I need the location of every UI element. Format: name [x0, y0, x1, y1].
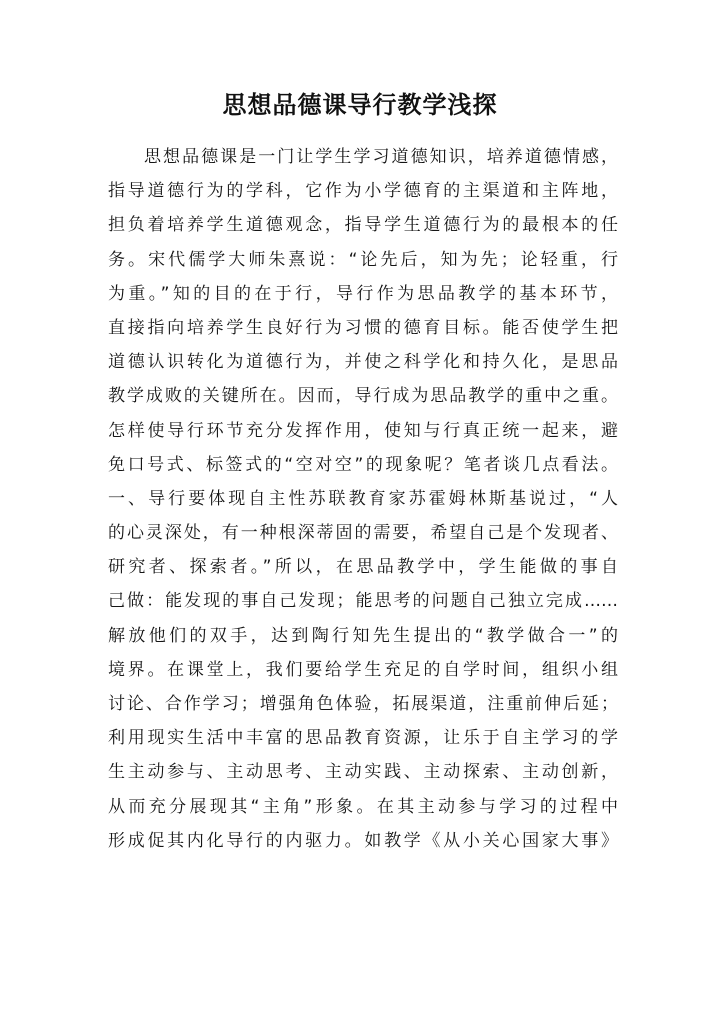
- paragraph-line: 思想品德课是一门让学生学习道德知识，培养道德情感，: [144, 147, 618, 167]
- paragraph-line: 从而充分展现其“主角”形象。在其主动参与学习的过程中: [108, 796, 618, 817]
- paragraph-line: 研究者、探索者。”所以，在思品教学中，学生能做的事自: [108, 557, 618, 578]
- paragraph-line: 教学成败的关键所在。因而，导行成为思品教学的重中之重。: [108, 386, 618, 407]
- paragraph-line: 解放他们的双手，达到陶行知先生提出的“教学做合一”的: [108, 625, 618, 646]
- paragraph-line: 直接指向培养学生良好行为习惯的德育目标。能否使学生把: [108, 317, 618, 338]
- paragraph-line: 务。宋代儒学大师朱熹说：“论先后，知为先；论轻重，行: [108, 249, 618, 270]
- paragraph-line: 指导道德行为的学科，它作为小学德育的主渠道和主阵地，: [108, 181, 618, 202]
- document-body: [108, 140, 618, 858]
- paragraph-line: 道德认识转化为道德行为，并使之科学化和持久化，是思品: [108, 352, 618, 373]
- document-title: 思想品德课导行教学浅探: [222, 90, 498, 119]
- paragraph-line: 免口号式、标签式的“空对空”的现象呢？笔者谈几点看法。: [108, 454, 618, 475]
- paragraph-line: 形成促其内化导行的内驱力。如教学《从小关心国家大事》: [108, 830, 618, 851]
- paragraph-line: 为重。”知的目的在于行，导行作为思品教学的基本环节，: [108, 283, 618, 304]
- paragraph-line: 境界。在课堂上，我们要给学生充足的自学时间，组织小组: [108, 659, 618, 680]
- paragraph-line: 一、导行要体现自主性苏联教育家苏霍姆林斯基说过，“人: [108, 488, 618, 509]
- paragraph-line: 的心灵深处，有一种根深蒂固的需要，希望自己是个发现者、: [108, 523, 618, 544]
- paragraph-line: 怎样使导行环节充分发挥作用，使知与行真正统一起来，避: [108, 420, 618, 441]
- paragraph-line: 生主动参与、主动思考、主动实践、主动探索、主动创新，: [108, 762, 618, 783]
- paragraph-line: 担负着培养学生道德观念，指导学生道德行为的最根本的任: [108, 215, 618, 236]
- paragraph-line: 讨论、合作学习；增强角色体验，拓展渠道，注重前伸后延；: [108, 694, 618, 714]
- paragraph-line: 己做：能发现的事自己发现；能思考的问题自己独立完成……: [108, 591, 618, 612]
- paragraph-line: 利用现实生活中丰富的思品教育资源，让乐于自主学习的学: [108, 728, 618, 749]
